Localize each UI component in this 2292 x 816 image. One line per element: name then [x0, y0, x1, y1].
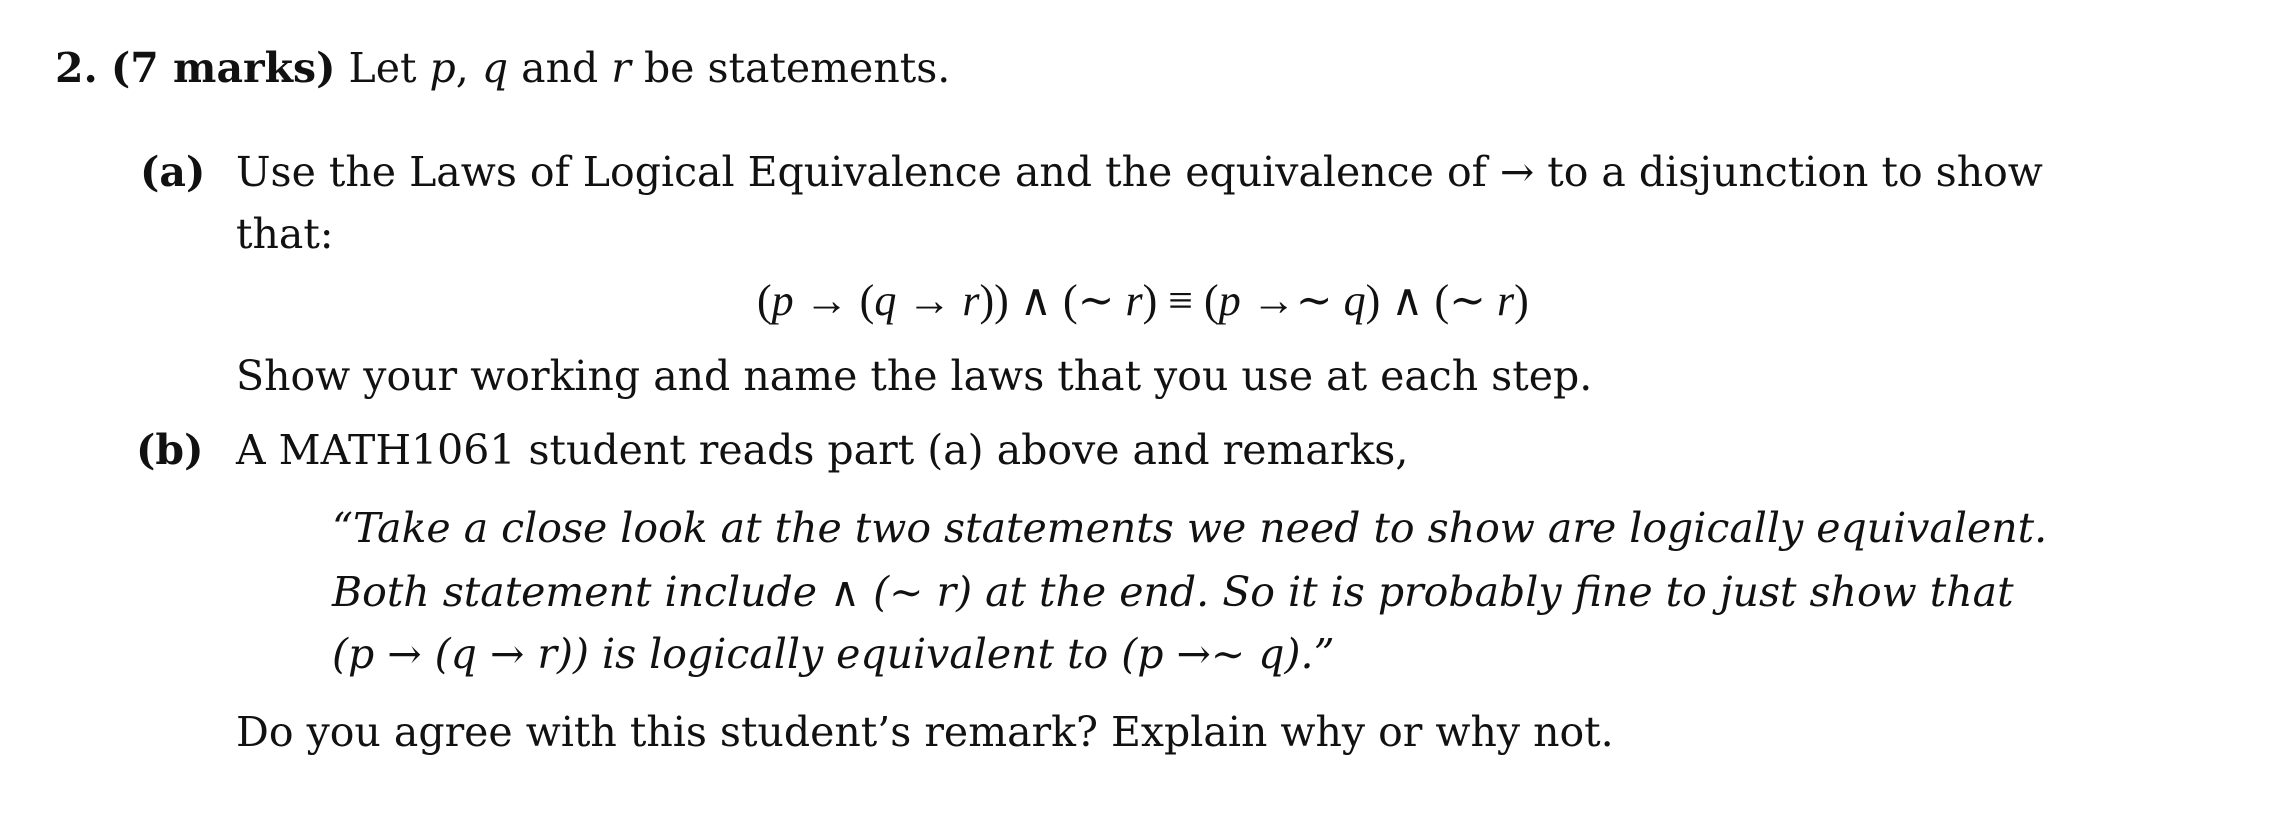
- part-a-equation: (p → (q → r)) ∧ (∼ r) ≡ (p →∼ q) ∧ (∼ r): [757, 276, 1529, 325]
- part-a-line1: Use the Laws of Logical Equivalence and the equivalence of → to a disjunction to show: [236, 148, 2043, 196]
- question-number: 2.: [55, 44, 98, 92]
- question-marks: (7 marks): [110, 44, 336, 92]
- question-intro: Let p, q and r be statements.: [348, 44, 951, 92]
- part-a-label: (a): [140, 148, 206, 196]
- part-b-label: (b): [136, 426, 204, 474]
- student-quote-line1: “Take a close look at the two statements we need to show are logically equivalent.: [332, 504, 2048, 552]
- part-a-instruction: Show your working and name the laws that you use at each step.: [236, 352, 1593, 400]
- part-a-line2: that:: [236, 210, 334, 258]
- student-quote-line3: (p → (q → r)) is logically equivalent to (p →∼ q).”: [332, 630, 1335, 678]
- part-b-intro: A MATH1061 student reads part (a) above and remarks,: [236, 426, 1409, 474]
- part-b-question: Do you agree with this student’s remark? Explain why or why not.: [236, 708, 1614, 756]
- question-header: [55, 42, 950, 95]
- student-quote-line2: Both statement include ∧ (∼ r) at the end. So it is probably fine to just show that: [332, 568, 2014, 616]
